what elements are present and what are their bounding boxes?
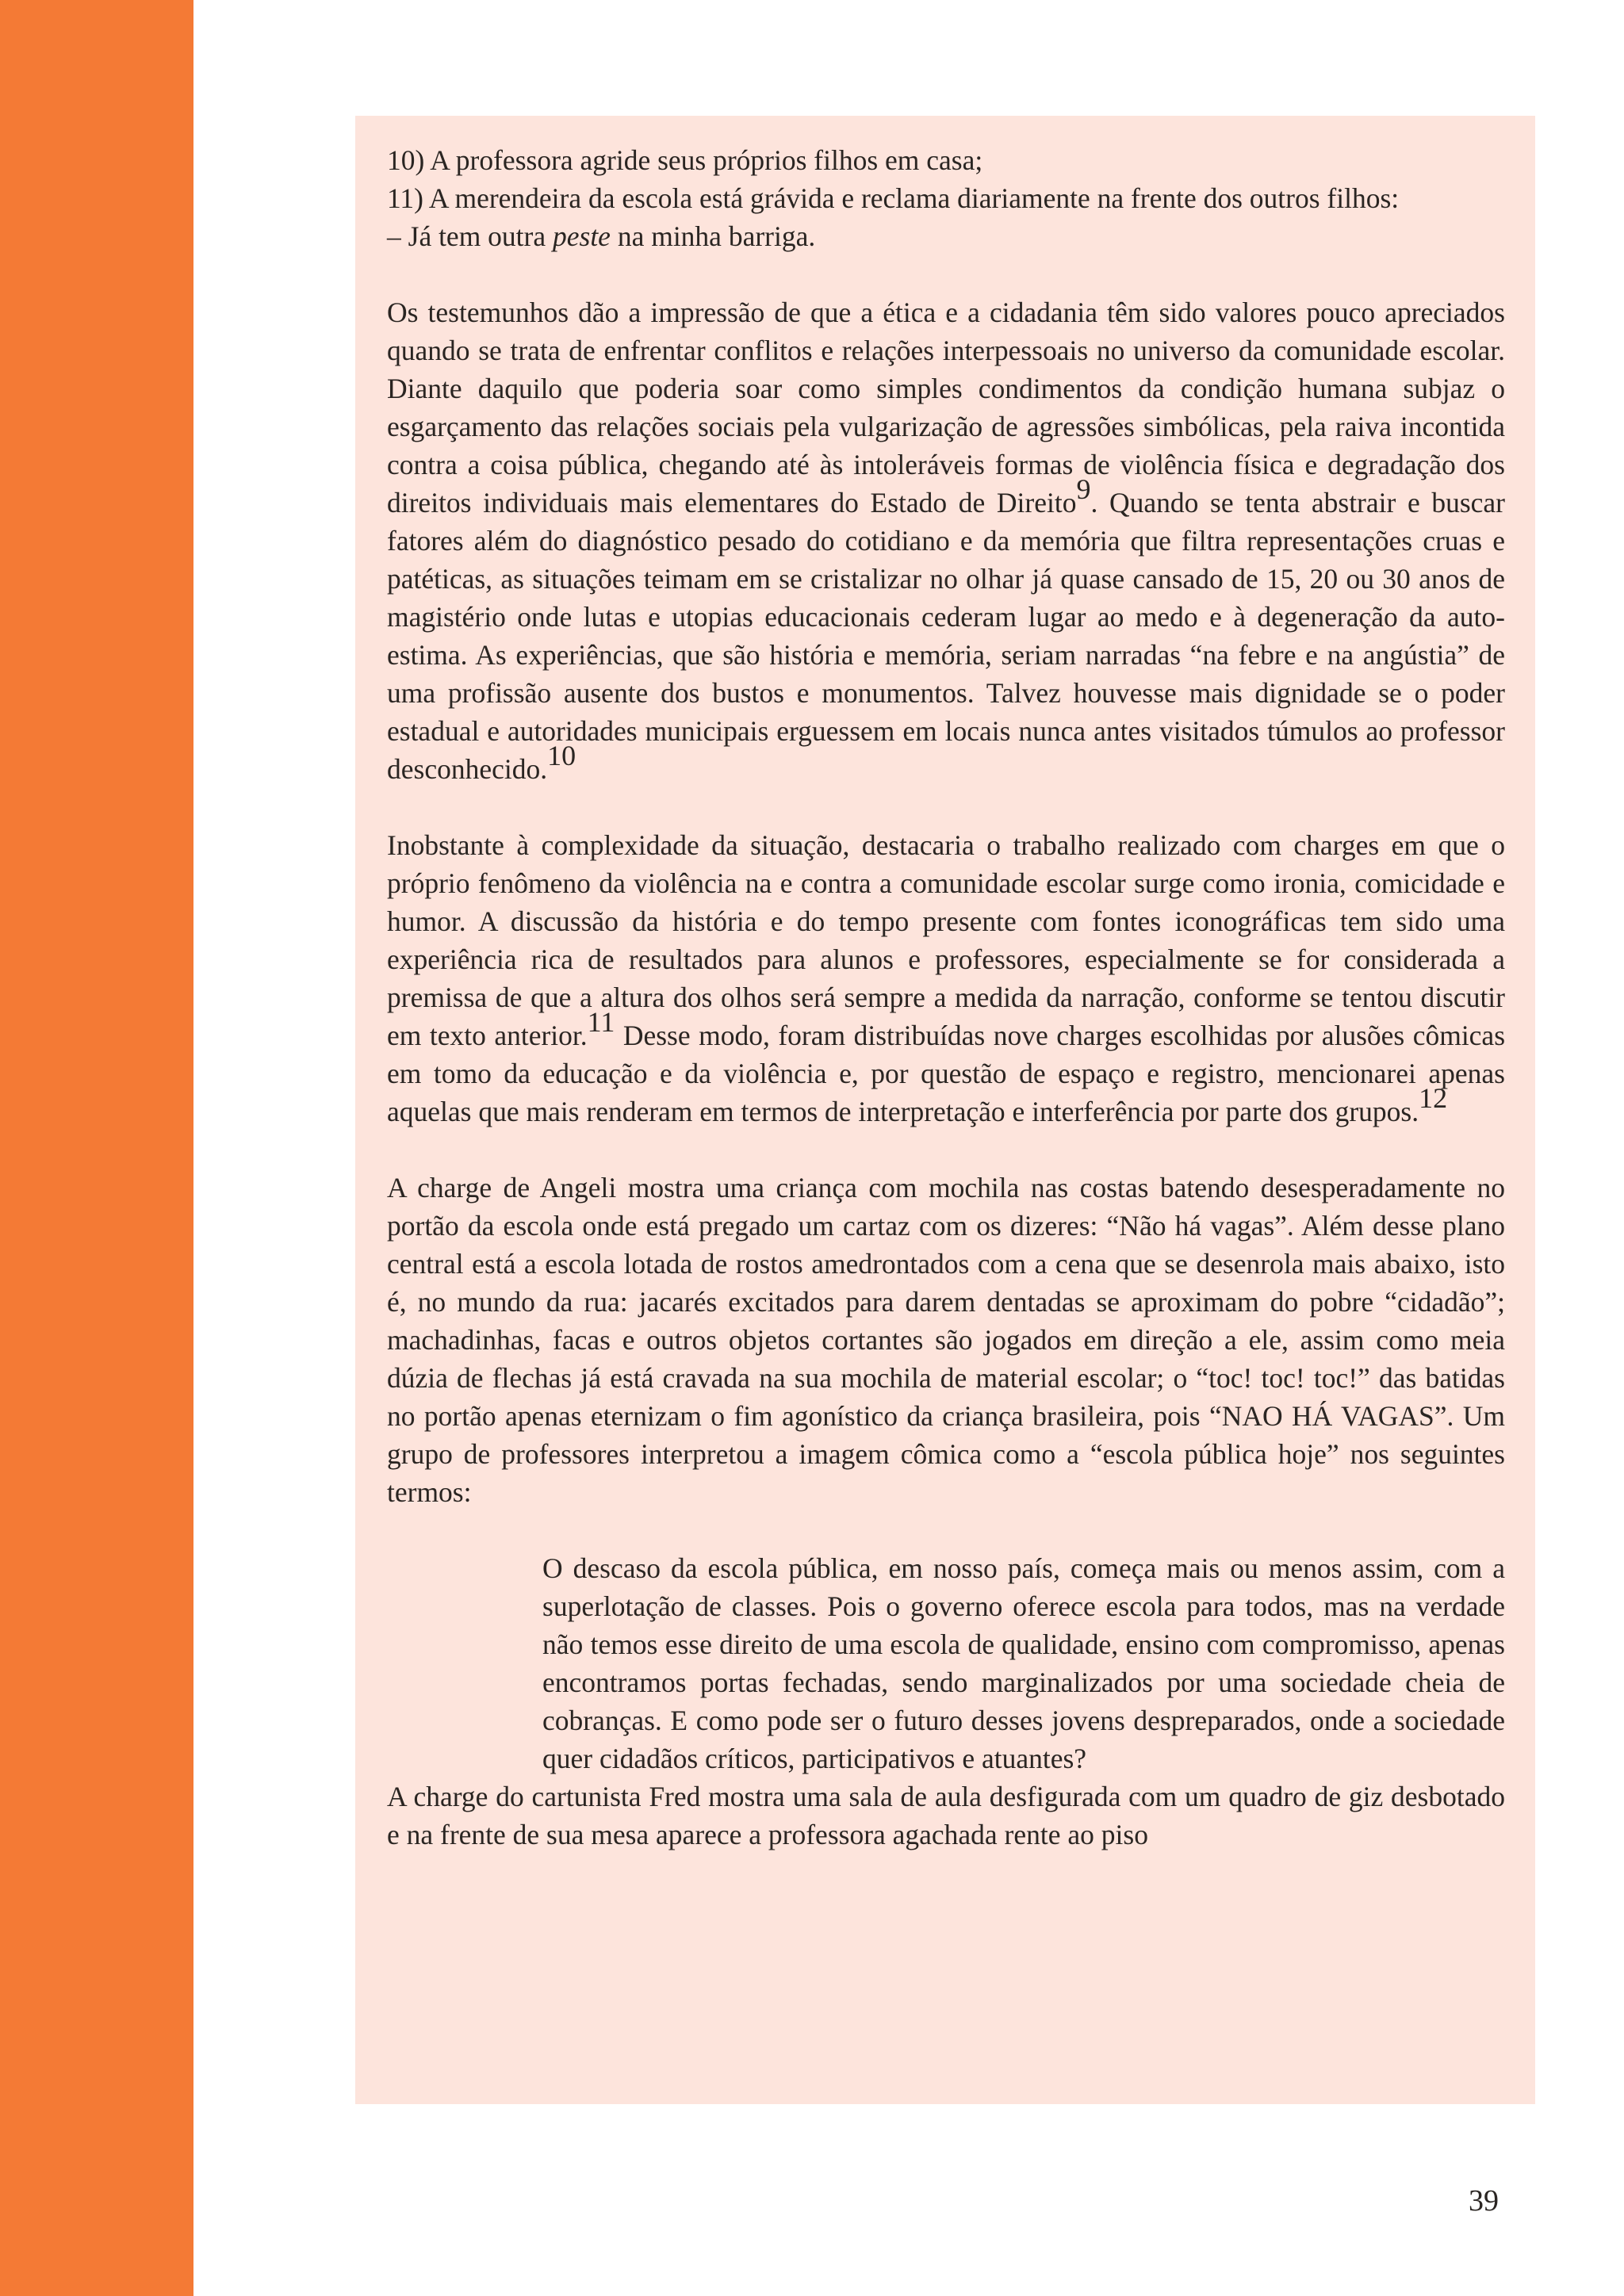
- paragraph-angeli: A charge de Angeli mostra uma criança com mochila nas costas batendo desesperadamente no portão da escola onde está pregado um cartaz com os dizeres: “Não há vagas”. Além desse plano central está a escola lotada de rostos amedrontados com a cena que se desenrola mais abaixo, isto é, no mundo da rua: jacarés excitados para darem dentadas se aproximam do pobre “cidadão”; machadinhas, facas e outros objetos cortantes são jogados em direção a ele, assim como meia dúzia de flechas já está cravada na sua mochila de material escolar; o “toc! toc! toc!” das batidas no portão apenas eternizam o fim agonístico da criança brasileira, pois “NAO HÁ VAGAS”. Um grupo de professores interpretou a imagem cômica como a “escola pública hoje” nos seguintes termos:: [387, 1172, 1505, 1508]
- footnote-marker: 12: [1419, 1082, 1448, 1115]
- paragraph-inobstante: [387, 826, 1505, 1131]
- quoted-speech: [387, 217, 1505, 255]
- footnote-marker: 10: [547, 740, 576, 772]
- paragraph-text: . Quando se tenta abstrair e buscar fatores além do diagnóstico pesado do cotidiano e da memória que filtra representações cruas e patéticas, as situações teimam em se cristalizar no olhar já quase cansado de 15, 20 ou 30 anos de magistério onde lutas e utopias educacionais cederam lugar ao medo e à degeneração da auto-estima. As experiências, que são história e memória, seriam narradas “na febre e na angústia” de uma profissão ausente dos bustos e monumentos. Talvez houvesse mais dignidade se o poder estadual e autoridades municipais erguessem em locais nunca antes visitados túmulos ao professor desconhecido.: [387, 487, 1506, 785]
- quoted-speech-italic: peste: [553, 220, 611, 252]
- paragraph-fred: A charge do cartunista Fred mostra uma sala de aula desfigurada com um quadro de giz desbotado e na frente de sua mesa aparece a professora agachada rente ao piso: [387, 1781, 1505, 1850]
- footnote-marker: 11: [587, 1006, 615, 1039]
- block-quote: O descaso da escola pública, em nosso país, começa mais ou menos assim, com a superlotação de classes. Pois o governo oferece escola para todos, mas na verdade não temos esse direito de uma escola de qualidade, ensino com compromisso, apenas encontramos portas fechadas, sendo marginalizados por uma sociedade cheia de cobranças. E como pode ser o futuro desses jovens despreparados, onde a sociedade quer cidadãos críticos, participativos e atuantes?: [542, 1552, 1505, 1774]
- paragraph-testemunhos: [387, 293, 1505, 788]
- quoted-speech-end: na minha barriga.: [610, 220, 816, 252]
- text-box: [355, 116, 1535, 2104]
- paragraph-text: Desse modo, foram distribuídas nove charges escolhidas por alusões cômicas em tomo da educação e da violência e, por questão de espaço e registro, mencionarei apenas aquelas que mais renderam em termos de interpretação e interferência por parte dos grupos.: [387, 1020, 1506, 1127]
- quoted-speech-start: – Já tem outra: [387, 220, 553, 252]
- paragraph-text: Inobstante à complexidade da situação, destacaria o trabalho realizado com charges em que o próprio fenômeno da violência na e contra a comunidade escolar surge como ironia, comicidade e humor. A discussão da história e do tempo presente com fontes iconográficas tem sido uma experiência rica de resultados para alunos e professores, especialmente se for considerada a premissa de que a altura dos olhos será sempre a medida da narração, conforme se tentou discutir em texto anterior.: [387, 829, 1505, 1051]
- paragraph-text: Os testemunhos dão a impressão de que a ética e a cidadania têm sido valores pouco apreciados quando se trata de enfrentar conflitos e relações interpessoais no universo da comunidade escolar. Diante daquilo que poderia soar como simples condimentos da condição humana subjaz o esgarçamento das relações sociais pela vulgarização de agressões simbólicas, pela raiva incontida contra a coisa pública, chegando até às intoleráveis formas de violência física e degradação dos direitos individuais mais elementares do Estado de Direito: [387, 297, 1505, 519]
- orange-side-bar: [0, 0, 193, 2296]
- list-item-11: 11) A merendeira da escola está grávida e reclama diariamente na frente dos outros filhos:: [387, 182, 1400, 214]
- page-number: 39: [1469, 2184, 1499, 2218]
- list-item-10: 10) A professora agride seus próprios filhos em casa;: [387, 144, 983, 176]
- footnote-marker: 9: [1076, 473, 1091, 506]
